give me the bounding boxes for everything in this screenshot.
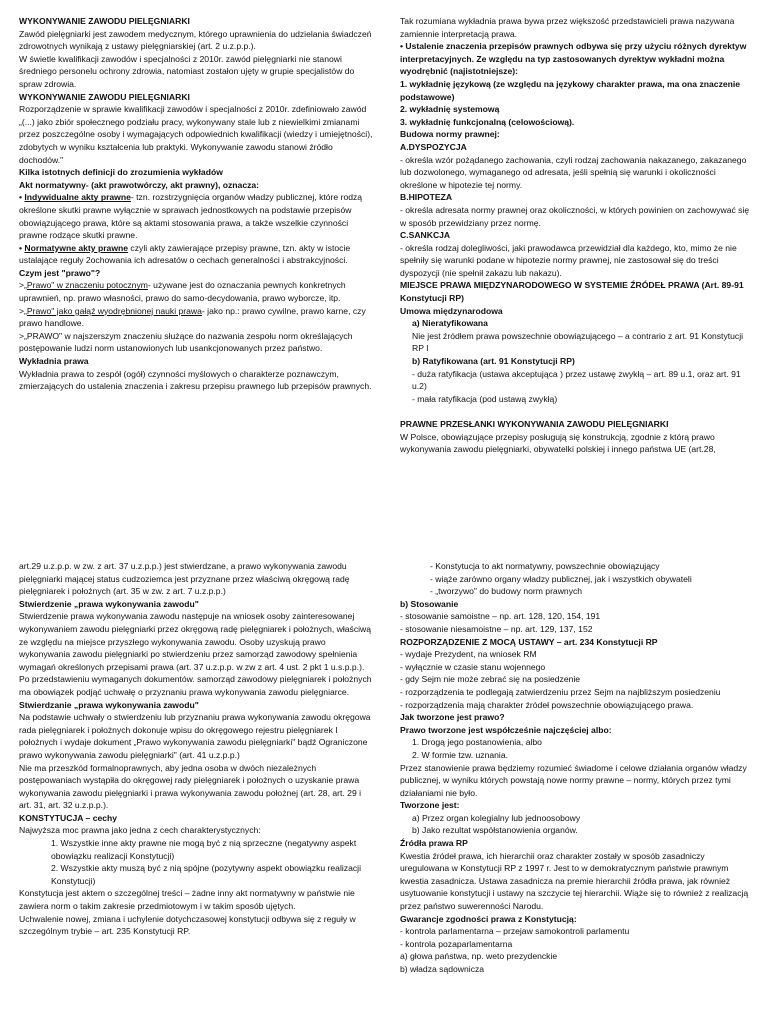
section-heading: A.DYSPOZYCJA (400, 141, 467, 152)
page-column-top-right (400, 15, 752, 540)
bullet-lead: • (19, 242, 25, 253)
paragraph: Konstytucja jest aktem o szczególnej treści – żadne inny akt normatywny w państwie nie zawiera norm o takim zakresie przedmiotowym i w takim sposób ujętych. (19, 888, 355, 912)
list-item: a) Przez organ kolegialny lub jednoosobowy (412, 812, 581, 823)
section-heading: MIEJSCE PRAWA MIĘDZYNARODOWEGO W SYSTEMIE ŹRÓDEŁ PRAWA (Art. 89-91 Konstytucji RP) (400, 280, 744, 304)
page-column-bottom-right (400, 560, 752, 1024)
list-item: b) władza sądownicza (400, 964, 485, 974)
paragraph: Rozporządzenie w sprawie kwalifikacji zawodów i specjalności z 2010r. zdefiniowało zawód „(...) jako zbiór społecznego podziału pracy, wykonywany stale lub z niewielkimi zmianami przez poszczególne osoby i wymagających odpowiednich kwalifikacji (wiedzy i umiejętności), zdobytych w wyniku kształcenia lub praktyki. Wykonywanie zawodu stanowi źródło dochodów." (19, 104, 373, 165)
list-item: - wiąże zarówno organy władzy publicznej, jak i wszystkich obywateli (430, 573, 692, 584)
paragraph: - określa wzór pożądanego zachowania, czyli rodzaj zachowania nakazanego, zakazanego lub dozwolonego, wymaganego od adresata, jeśli spełnią się warunki i okoliczności określone w hipotezie tej normy. (400, 154, 747, 190)
section-heading: Kilka istotnych definicji do zrozumienia wykładów (19, 167, 223, 178)
paragraph: Uchwalenie nowej, zmiana i uchylenie dotychczasowej konstytucji odbywa się z reguły w szczególnym trybie – art. 235 Konstytucji RP. (19, 913, 356, 937)
list-item: - rozporządzenia mają charakter źródeł powszechnie obowiązującego prawa. (400, 699, 694, 710)
list-item: b) Jako rezultat współstanowienia organów. (412, 825, 578, 836)
paragraph: W świetle kwalifikacji zawodów i specjalności z 2010r. zawód pielęgniarki nie stanowi średniego personelu ochrony zdrowia, natomiast zostałon ujęty w grupie specjalistów do spraw zdrowia. (19, 53, 355, 89)
underlined-term: Indywidualne akty prawne (24, 192, 131, 203)
paragraph-text: - tzn. rozstrzygnięcia organów władzy publicznej, które rodzą określone skutki prawne wyłącznie w sprawach jednostkowych na podstawie przepisów obowiązującego prawa, które są aktami stosowania prawa, a także wszelkie czynności prawne rodzące skutki prawne. (19, 192, 363, 241)
paragraph: Wykładnia prawa to zespół (ogół) czynności myślowych o charakterze poznawczym, zmierzających do ustalenia znaczenia i zakresu przepisu prawnego lub przepisów prawnych. (19, 368, 372, 392)
list-item: - „tworzywo" do budowy norm prawnych (430, 586, 583, 597)
list-item: - Konstytucja to akt normatywny, powszechnie obowiązujący (430, 561, 660, 571)
definition-heading: Akt normatywny- (akt prawotwórczy, akt prawny), oznacza: (19, 179, 260, 190)
list-item: a) Nieratyfikowana (412, 318, 488, 329)
section-heading: PRAWNE PRZESŁANKI WYKONYWANIA ZAWODU PIELĘGNIARKI (400, 419, 669, 429)
section-heading: Stwierdzenie „prawa wykonywania zawodu" (19, 598, 199, 609)
section-heading: Źródła prawa RP (400, 838, 468, 849)
paragraph: Stwierdzenie prawa wykonywania zawodu następuje na wniosek osoby zainteresowanej wykonywaniem zawodu pielęgniarki przez okręgową radę pielęgniarek i położnych, właściwą ze względu na miejsce przyszłego wykonywania zawodu. Osoby uzyskują prawo wykonywania zawodu pielęgniarki po stwierdzeniu przez samorząd zawodowy spełnienia wymagań określonych przepisami prawa (art. 37 u.z.p.p. w zw z art. 4 ust. 2 pkt 1 u.s.p.p.). (19, 611, 372, 672)
list-item: - stosowanie samoistne – np. art. 128, 120, 154, 191 (400, 611, 601, 622)
list-item: - wydaje Prezydent, na wniosek RM (400, 649, 537, 660)
section-heading: Tworzone jest: (400, 800, 460, 811)
list-item: 2. W formie tzw. uznania. (412, 749, 508, 760)
paragraph: - duża ratyfikacja (ustawa akceptująca ) przez ustawę zwykłą – art. 89 u.1, oraz art. 91 u.2) (412, 368, 741, 392)
paragraph: Zawód pielęgniarki jest zawodem medycznym, którego uprawnienia do udzielania świadczeń zdrowotnych wynikają z ustawy pielęgniarskiej (art. 2 u.z.p.p.). (19, 28, 372, 52)
paragraph-text: czyli akty zawierające przepisy prawne, tzn. akty w istocie ustalające reguły 2ochowania ich adresatów o cechach generalności i abstrakcyjności. (19, 242, 351, 266)
section-heading: Budowa normy prawnej: (400, 129, 500, 140)
list-item: 1. Drogą jego postanowienia, albo (412, 737, 542, 748)
section-heading: WYKONYWANIE ZAWODU PIELĘGNIARKI (19, 91, 190, 102)
underlined-term: Normatywne akty prawne (24, 242, 129, 253)
section-heading: C.SANKCJA (400, 230, 451, 241)
paragraph-text: - jako np.: prawo cywilne, prawo karne, czy prawo handlowe. (19, 305, 366, 329)
section-heading: B.HIPOTEZA (400, 192, 453, 203)
list-item: 2. wykładnię systemową (400, 104, 500, 115)
paragraph: W Polsce, obowiązujące przepisy posługują się konstrukcją, zgodnie z którą prawo wykonywania zawodu pielęgniarki, obywatelki polskiej i innego państwa UE (art.28, (400, 431, 716, 455)
paragraph: Na podstawie uchwały o stwierdzeniu lub przyznaniu prawa wykonywania zawodu okręgowa rada pielęgniarek i położnych dokonuje wpisu do okręgowego rejestru pielęgniarek I położnych i wydaje dokument „Prawo wykonywania zawodu pielęgniarki" bądź Ograniczone prawo wykonywania zawodu pielęgniarki" (art. 41 u.z.p.p.) (19, 712, 371, 760)
section-heading: Umowa międzynarodowa (400, 305, 503, 316)
section-heading: Czym jest "prawo"? (19, 267, 101, 278)
paragraph: Nie jest źródłem prawa powszechnie obowiązującego – a contrario z art. 91 Konstytucji RP I (412, 330, 744, 354)
list-item: 3. wykładnię funkcjonalną (celowościową). (400, 116, 575, 127)
section-heading: Stwierdzanie „prawa wykonywania zawodu" (19, 699, 199, 710)
paragraph (19, 305, 375, 330)
paragraph-lead: >„ (19, 305, 27, 316)
list-item: a) głowa państwa, np. weto prezydenckie (400, 951, 558, 962)
paragraph: - mała ratyfikacja (pod ustawą zwykłą) (412, 393, 558, 404)
paragraph (19, 279, 375, 304)
list-item: 2. Wszystkie akty muszą być z nią spójne (pozytywny aspekt obowiązku realizacji Konstytucji) (51, 863, 361, 886)
list-item: - gdy Sejm nie może zebrać się na posiedzenie (400, 674, 581, 685)
paragraph: Przez stanowienie prawa będziemy rozumieć świadome i celowe działania organów władzy publicznej, w wyniku których powstają nowe normy prawne – normy, których przez tymi działaniami nie było. (400, 762, 747, 798)
section-heading: b) Stosowanie (400, 598, 459, 609)
section-heading: Wykładnia prawa (19, 356, 89, 367)
list-item: - stosowanie niesamoistne – np. art. 129, 137, 152 (400, 623, 593, 634)
list-item: 1. Wszystkie inne akty prawne nie mogą być z nią sprzeczne (negatywny aspekt obowiązku realizacji Konstytucji) (51, 838, 357, 861)
bullet-paragraph: • Ustalenie znaczenia przepisów prawnych odbywa się przy użyciu różnych dyrektyw interpretacyjnych. Ze względu na typ zastosowanych dyrektyw wykładni można wyodrębnić (najistotniejsze): (400, 41, 747, 77)
section-heading: KONSTYTUCJA – cechy (19, 812, 118, 823)
list-item: 1. wykładnię językową (ze względu na językowy charakter prawa, ma ona znaczenie podstawowe) (400, 78, 741, 102)
paragraph: Najwyższa moc prawna jako jedna z cech charakterystycznych: (19, 825, 261, 836)
paragraph: Tak rozumiana wykładnia prawa bywa przez większość przedstawicieli prawa nazywana zamiennie interpretacją prawa. (400, 16, 735, 39)
underlined-term: Prawo" jako gałąź wyodrębnionej nauki prawa (26, 305, 202, 316)
paragraph-text: - używane jest do oznaczania pewnych konkretnych uprawnień, np. prawo własności, prawo do samo-decydowania, prawo wyborcze, itp. (19, 280, 346, 304)
paragraph: - określa rodzaj dolegliwości, jaki prawodawca przewidział dla każdego, kto, mimo że nie spełniły się warunki podane w hipotezie normy prawnej, nie zastosował się do treści dyspozycji (nie spełnił zakazu lub nakazu). (400, 242, 737, 278)
bullet-paragraph (19, 242, 375, 267)
list-item: - kontrola parlamentarna – przejaw samokontroli parlamentu (400, 926, 630, 937)
paragraph: Po przedstawieniu wymaganych dokumentów. samorząd zawodowy pielęgniarek i położnych ma obowiązek podjąć uchwałę o przyznaniu prawa wykonywania zawodu pielęgniarce. (19, 674, 372, 697)
list-item: - kontrola pozaparlamentarna (400, 938, 513, 949)
list-item: - wyłącznie w czasie stanu wojennego (400, 661, 546, 672)
paragraph: art.29 u.z.p.p. w zw. z art. 37 u.z.p.p.) jest stwierdzane, a prawo wykonywania zawodu pielęgniarki mającej status cudzoziemca jest przyznane przez właściwą okręgową radę pielęgniarek i położnych (art. 35 w zw. z art. 7 u.z.p.p.) (19, 561, 350, 597)
paragraph: Kwestia źródeł prawa, ich hierarchii oraz charakter zostały w sposób zasadniczy uregulowana w Konstytucji RP z 1997 r. Jest to w demokratycznym państwie prawnym kwestia zasadnicza. Ustawa zasadnicza na premie hierarchii źródła prawa, jak również usytuowanie konstytucji i ustawy na szczycie tej hierarchii. Wiąże się to również z realizacją przez państwo suwerenności Narodu. (400, 850, 749, 912)
paragraph: Nie ma przeszkód formalnoprawnych, aby jedna osoba w dwóch niezależnych postępowaniach wystąpiła do okręgowej rady pielęgniarek i położnych o uzyskanie prawa wykonywania zawodu pielęgniarki i prawa wykonywania zawodu położnej (art. 28, art. 29 i art. 31, art. 32 u.z.p.p.). (19, 762, 362, 811)
underlined-term: Prawo" w znaczeniu potocznym (26, 280, 148, 291)
paragraph: - określa adresata normy prawnej oraz okoliczności, w których powinien on zachowywać się w sposób przewidziany przez normę. (400, 204, 750, 228)
section-heading: Gwarancje zgodności prawa z Konstytucją: (400, 913, 577, 924)
paragraph-gap (400, 405, 752, 418)
bullet-paragraph (19, 191, 375, 241)
page-column-bottom-left (19, 560, 375, 1024)
page-column-top-left (19, 15, 375, 540)
section-heading: Prawo tworzone jest współcześnie najczęściej albo: (400, 724, 612, 735)
bullet-lead: • (19, 192, 25, 203)
section-heading: Jak tworzone jest prawo? (400, 712, 505, 723)
paragraph-lead: >„ (19, 280, 27, 291)
list-item: b) Ratyfikowana (art. 91 Konstytucji RP) (412, 356, 575, 367)
list-item: - rozporządzenia te podlegają zatwierdzeniu przez Sejm na najbliższym posiedzeniu (400, 686, 721, 697)
paragraph: >„PRAWO" w najszerszym znaczeniu służące do nazwania zespołu norm określających postępowanie ludzi norm ustanowionych lub usankcjonowanych przez państwo. (19, 330, 353, 354)
section-heading: WYKONYWANIE ZAWODU PIELĘGNIARKI (19, 16, 190, 26)
section-heading: ROZPORZĄDZENIE Z MOCĄ USTAWY – art. 234 Konstytucji RP (400, 636, 658, 647)
